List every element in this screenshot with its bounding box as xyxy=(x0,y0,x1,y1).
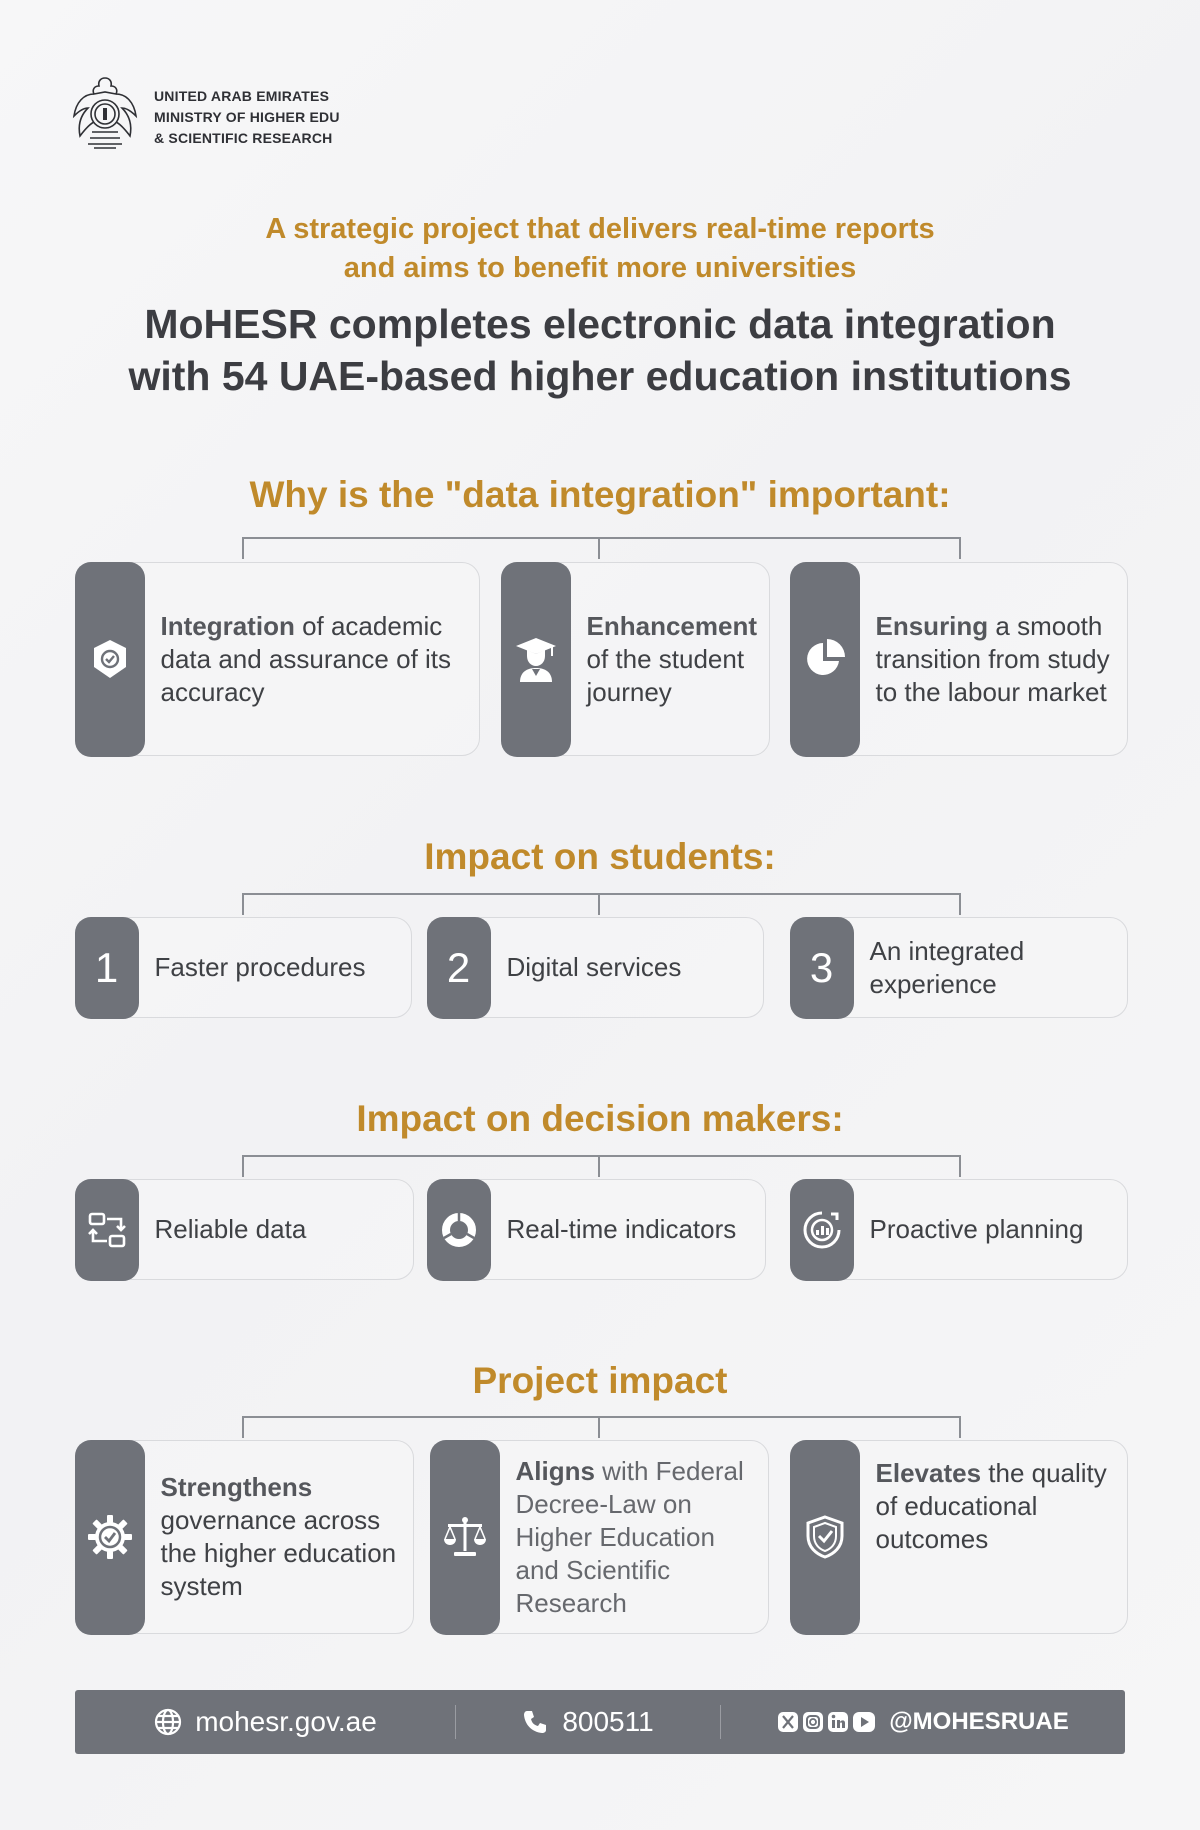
students-connector xyxy=(242,893,961,915)
students-card-1 xyxy=(75,917,412,1018)
why-card-text xyxy=(571,563,770,755)
students-card-label: Digital services xyxy=(506,952,682,982)
social-media-icons xyxy=(777,1710,877,1734)
why-card-integration xyxy=(75,562,480,756)
decision-card-label: Real-time indicators xyxy=(506,1214,737,1244)
decision-section-title: Impact on decision makers: xyxy=(356,1098,844,1139)
project-card-bold: Strengthens xyxy=(160,1472,313,1502)
why-card-bold: Enhancement xyxy=(586,610,757,641)
decision-card-reliable-data xyxy=(75,1179,414,1280)
decision-card-tab xyxy=(790,1179,854,1281)
why-card-rest: of academic data and assurance of its accuracy xyxy=(160,610,452,707)
page-title xyxy=(0,298,1200,402)
pie-chart-icon xyxy=(803,637,847,681)
why-card-tab xyxy=(501,562,571,757)
why-card-bold: Ensuring xyxy=(875,610,989,641)
decision-card-tab xyxy=(427,1179,491,1281)
step-number: 3 xyxy=(809,943,834,991)
footer-website[interactable] xyxy=(75,1706,455,1738)
project-connector xyxy=(242,1416,961,1438)
why-card-tab xyxy=(75,562,145,757)
social-handle[interactable]: @MOHESRUAE xyxy=(889,1708,1069,1735)
project-card-strengthens xyxy=(75,1440,414,1634)
project-card-rest: governance across the higher education system xyxy=(160,1505,397,1601)
footer-social[interactable] xyxy=(721,1708,1125,1736)
decision-connector-mid xyxy=(598,1155,600,1177)
website-link[interactable]: mohesr.gov.ae xyxy=(195,1706,377,1737)
students-card-2 xyxy=(427,917,764,1018)
ministry-name-line: UNITED ARAB EMIRATES xyxy=(154,88,330,104)
why-section-title: Why is the "data integration" important: xyxy=(249,474,951,515)
number-tab xyxy=(427,917,491,1019)
students-card-label: An integrated experience xyxy=(869,935,1025,999)
phone-icon xyxy=(522,1709,548,1735)
why-connector xyxy=(242,537,961,559)
why-card-tab xyxy=(790,562,860,757)
project-card-bold: Aligns xyxy=(515,1455,595,1486)
subtitle-line: A strategic project that delivers real-time reports xyxy=(265,213,935,245)
footer-bar xyxy=(75,1690,1125,1754)
why-card-ensuring xyxy=(790,562,1128,756)
ministry-name-line: & SCIENTIFIC RESEARCH xyxy=(154,130,333,146)
project-card-text xyxy=(500,1441,769,1633)
project-connector-mid xyxy=(598,1416,600,1438)
subtitle xyxy=(0,210,1200,288)
students-card-label: Faster procedures xyxy=(154,952,366,982)
project-card-elevates xyxy=(790,1440,1128,1634)
graduate-icon xyxy=(514,636,558,682)
ministry-name xyxy=(154,86,340,149)
decision-card-tab xyxy=(75,1179,139,1281)
number-tab xyxy=(75,917,139,1019)
project-card-tab xyxy=(790,1440,860,1635)
phone-number[interactable]: 800511 xyxy=(562,1706,654,1737)
why-card-text xyxy=(145,563,480,755)
number-tab xyxy=(790,917,854,1019)
data-flow-icon xyxy=(87,1210,127,1250)
step-number: 1 xyxy=(94,943,119,991)
decision-card-real-time xyxy=(427,1179,766,1280)
globe-icon xyxy=(153,1707,183,1737)
gauge-icon xyxy=(801,1209,843,1251)
project-card-text xyxy=(145,1441,414,1633)
title-line: with 54 UAE-based higher education institutions xyxy=(128,353,1072,399)
decision-card-label: Reliable data xyxy=(154,1214,307,1244)
project-card-text xyxy=(860,1441,1128,1633)
students-card-3 xyxy=(790,917,1128,1018)
why-card-bold: Integration xyxy=(160,610,295,641)
decision-card-planning xyxy=(790,1179,1128,1280)
shield-tick-icon xyxy=(804,1514,846,1560)
footer-phone[interactable] xyxy=(456,1706,720,1738)
project-section-title: Project impact xyxy=(472,1360,728,1401)
students-connector-mid xyxy=(598,893,600,915)
project-card-aligns xyxy=(430,1440,769,1634)
project-card-rest: the quality of educational outcomes xyxy=(875,1458,1107,1554)
project-card-tab xyxy=(430,1440,500,1635)
students-section-title: Impact on students: xyxy=(424,836,776,877)
why-card-rest: a smooth transition from study to the labour market xyxy=(875,610,1110,707)
title-line: MoHESR completes electronic data integration xyxy=(144,301,1056,347)
ministry-name-line: MINISTRY OF HIGHER EDU xyxy=(154,109,340,125)
donut-chart-icon xyxy=(439,1210,479,1250)
project-card-bold: Elevates xyxy=(875,1458,982,1488)
why-card-rest: of the student journey xyxy=(586,643,745,707)
decision-card-label: Proactive planning xyxy=(869,1214,1084,1244)
decision-connector xyxy=(242,1155,961,1177)
step-number: 2 xyxy=(446,943,471,991)
project-card-rest: with Federal Decree-Law on Higher Education and Scientific Research xyxy=(515,1455,744,1618)
why-card-text xyxy=(860,563,1128,755)
shield-check-icon xyxy=(90,637,130,681)
project-card-tab xyxy=(75,1440,145,1635)
subtitle-line: and aims to benefit more universities xyxy=(343,252,857,284)
uae-emblem-logo xyxy=(70,72,140,158)
why-card-enhancement xyxy=(501,562,770,756)
gear-check-icon xyxy=(87,1514,133,1560)
why-connector-mid xyxy=(598,537,600,559)
scales-icon xyxy=(442,1515,488,1559)
